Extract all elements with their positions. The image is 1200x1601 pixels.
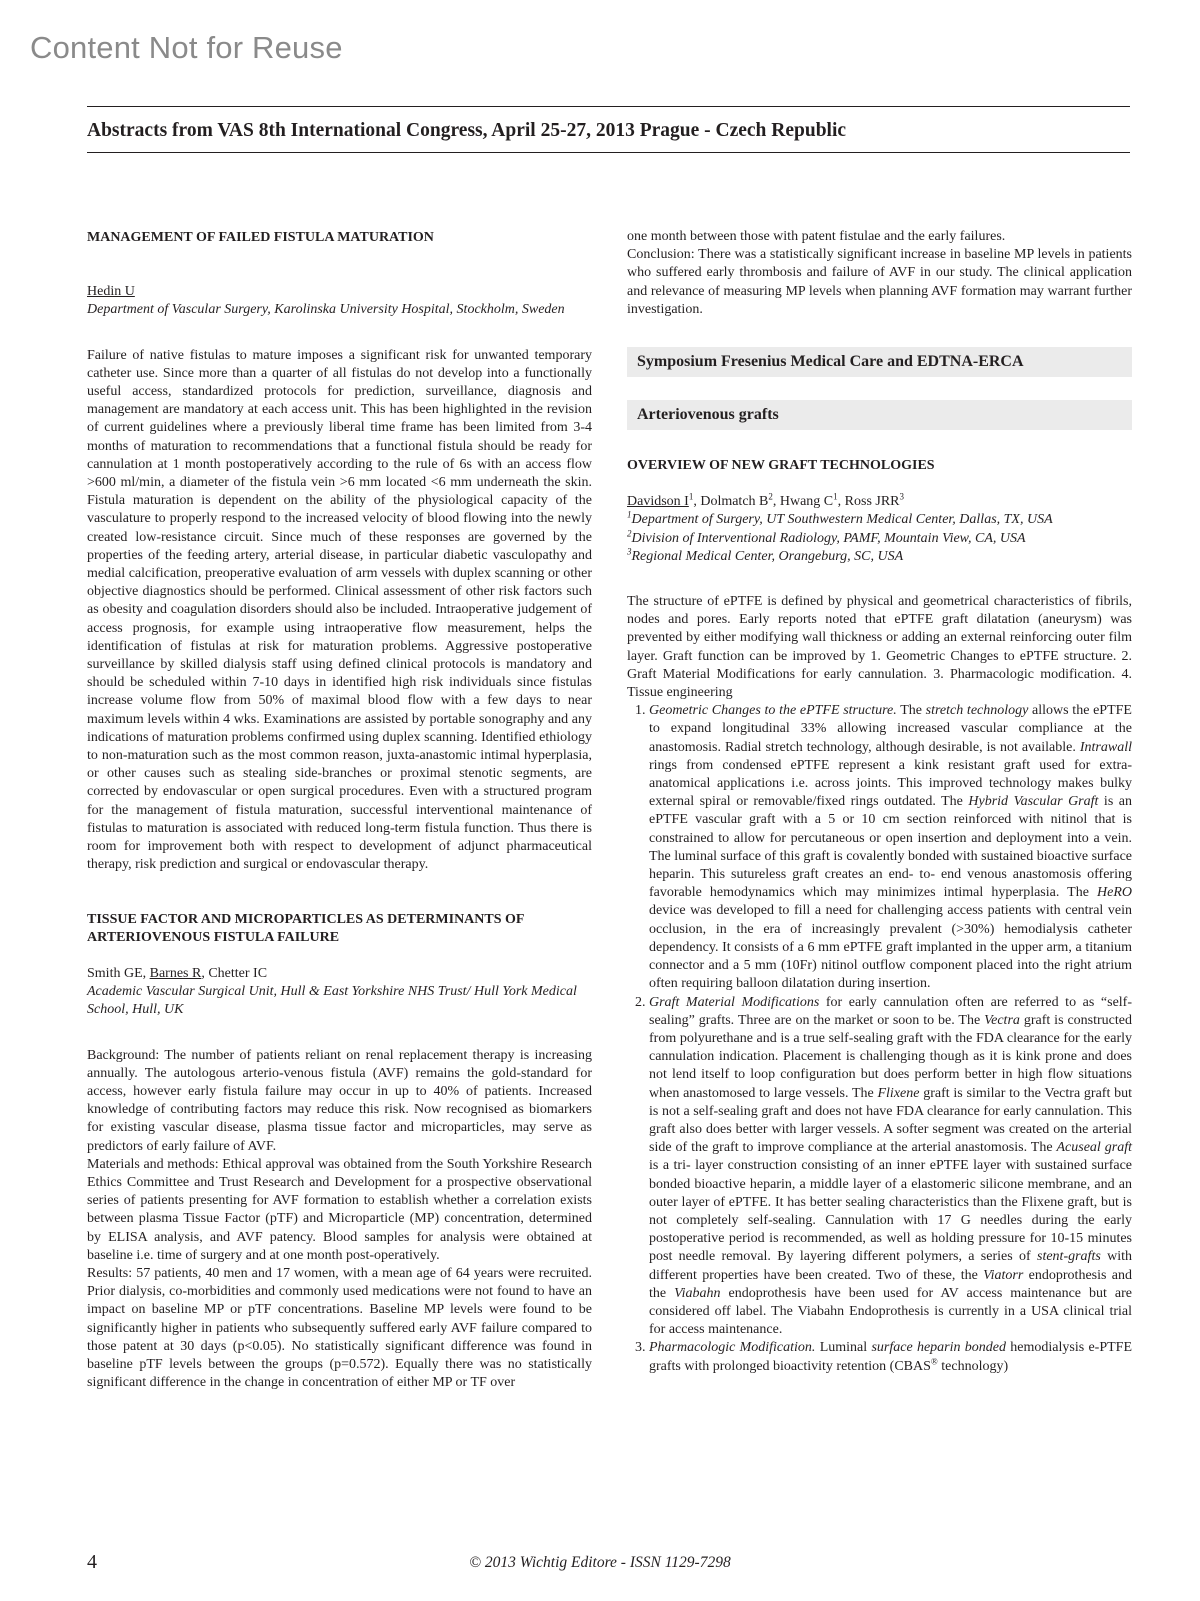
- abstract-methods: Materials and methods: Ethical approval was obtained from the South Yorkshire Research Ethics Committee and Trust Research and Development for a prospective observational series of patients presenting for AVF formation to establish whether a correlation exists between plasma Tissue Factor (pTF) and Microparticle (MP) concentration, determined by ELISA analysis, and AVF patency. Blood samples for analysis were obtained at baseline i.e. time of surgery and at one month post-operatively.: [87, 1156, 592, 1263]
- abstract-conclusion: Conclusion: There was a statistically significant increase in baseline MP levels in patients who suffered early thrombosis and failure of AVF in our study. The clinical application and relevance of measuring MP levels when planning AVF formation may warrant further investigation.: [627, 247, 1132, 317]
- presenting-author: Barnes R: [149, 965, 202, 981]
- page-number: 4: [87, 1551, 97, 1573]
- abstract-title: MANAGEMENT OF FAILED FISTULA MATURATION: [87, 230, 434, 245]
- list-item: 3. Pharmacologic Modification. Luminal surface heparin bonded hemodialysis e-PTFE grafts with prolonged bioactivity retention (CBAS® technology): [649, 1339, 1132, 1375]
- abstract-authors: Davidson $I^1$, Dolmatch $B^2$, Hwang $C^1$, Ross JRR$^3$: [627, 491, 905, 510]
- abstract-body: Failure of native fistulas to mature imposes a significant risk for unwanted temporary catheter use. Since more than a quarter of all fistulas do not develop into a functionally useful access, standardized protocols for prediction, surveillance, diagnosis and management are mandatory at each access unit. This has been highlighted in the revision of current guidelines where a previously liberal time frame has been limited from 3-4 months of maturation to recommendations that a functional fistula should be ready for cannulation at 1 month postoperatively according to the rule of 6s with an access flow >600 ml/min, a diameter of the fistula vein >6 mm located <6 mm underneath the skin. Fistula maturation is dependent on the ability of the physiological capacity of the vasculature to properly respond to the increased velocity of blood flowing into the newly created low-resistance circuit. Since much of these responses are governed by the properties of the feeding artery, arterial disease, in particular diabetic vasculopathy and medial calcification, preoperative evaluation of arm vessels with duplex scanning or other objective diagnostics should be performed. Clinical assessment of other risk factors such as obesity and coagulation disorders should also be included. Intraoperative judgement of access prognosis, for example using intraoperative flow measurement, helps the identification of fistulas at risk for maturation problems. Aggressive postoperative surveillance by skilled dialysis staff using defined clinical protocols is mandatory and should be scheduled within 7-10 days in identified high risk individuals since fistulas increase volume flow from 50% of maximal blood flow with a few days to near maximum levels within 4 wks. Examinations are assisted by portable sonography and any indications of maturation problems confirmed using duplex scanning. Identified ethiology to non-maturation such as the most common reason, juxta-anastomic intimal hyperplasia, or other causes such as stealing side-branches or proximal stenotic segments, are corrected by endovascular or open surgical procedures. Even with a structured program for the management of fistula maturation, successful interventional maintenance of fistulas to maturation is associated with reduced long-term fistula function. Thus there is room for improvement both with respect to development of adjunct pharmaceutical therapy, risk prediction and surgical or endovascular therapy.: [87, 347, 592, 873]
- abstract-title: OVERVIEW OF NEW GRAFT TECHNOLOGIES: [627, 458, 935, 474]
- graft-technology-list: [627, 702, 1132, 1376]
- abstract-title: TISSUE FACTOR AND MICROPARTICLES AS DETERMINANTS OF ARTERIOVENOUS FISTULA FAILURE: [87, 911, 524, 945]
- abstract-authors: Smith GE, Barnes R, Chetter IC: [87, 965, 268, 981]
- abstract-affiliation: $^2$Division of Interventional Radiology, PAMF, Mountain View, CA, USA: [627, 527, 1026, 546]
- right-column: [627, 228, 1132, 1376]
- list-item: 1. Geometric Changes to the ePTFE structure. The stretch technology allows the ePTFE to expand longitudinal 33% allowing increased vascular compliance at the anastomosis. Radial stretch technology, although desirable, is not available. Intrawall rings from condensed ePTFE represent a kink resistant graft used for extra-anatomical applications i.e. across joints. This improved technology makes bulky external spiral or removable/fixed rings outdated. The Hybrid Vascular Graft is an ePTFE vascular graft with a 5 or 10 cm section reinforced with nitinol that is constrained to allow for percutaneous or open insertion and deployment into a vein. The luminal surface of this graft is covalently bonded with sustained bioactive surface heparin. This sutureless graft creates an end- to- end venous anastomosis offering favorable hemodynamics which may minimizes intimal hyperplasia. The HeRO device was developed to fill a need for challenging access patients with central vein occlusion, in the era of increasingly prevalent (>30%) hemodialysis catheter dependency. It consists of a 6 mm ePTFE graft implanted in the upper arm, a titanium connector and a 5 mm (10Fr) nitinol outflow component placed into the right atrium often requiring balloon dilatation during insertion.: [649, 702, 1132, 993]
- watermark: Content Not for Reuse: [30, 30, 343, 65]
- abstract-background: Background: The number of patients reliant on renal replacement therapy is increasing annually. The autologous arterio-venous fistula (AVF) remains the gold-standard for access, however early fistula failure may occur in up to 40% of patients. Increased knowledge of contributing factors may reduce this risk. Now recognised as biomarkers for existing vascular disease, plasma tissue factor and microparticles, may serve as predictors of early failure of AVF.: [87, 1047, 592, 1154]
- results-continuation: one month between those with patent fistulae and the early failures.: [627, 229, 1006, 244]
- presenting-author: Davidson I: [627, 494, 689, 510]
- abstract-authors: [87, 283, 592, 301]
- section-heading-symposium: Symposium Fresenius Medical Care and EDTNA-ERCA: [627, 347, 1132, 377]
- header-rule-bottom: [87, 152, 1130, 153]
- copyright-footer: © 2013 Wichtig Editore - ISSN 1129-7298: [469, 1554, 731, 1571]
- page-header-title: Abstracts from VAS 8th International Congress, April 25-27, 2013 Prague - Czech Republic: [87, 120, 847, 141]
- abstract-affiliation: Department of Vascular Surgery, Karolinska University Hospital, Stockholm, Sweden: [87, 302, 565, 318]
- abstract-affiliation: $^3$Regional Medical Center, Orangeburg, SC, USA: [627, 546, 904, 564]
- abstract-affiliation: $^1$Department of Surgery, UT Southwestern Medical Center, Dallas, TX, USA: [627, 509, 1053, 528]
- section-heading-grafts: Arteriovenous grafts: [627, 400, 1132, 430]
- abstract-results: Results: 57 patients, 40 men and 17 women, with a mean age of 64 years were recruited. Prior dialysis, co-morbidities and commonly used medications were not found to have an impact on baseline MP or pTF concentrations. Baseline MP levels were found to be significantly higher in patients who subsequently suffered early AVF failure compared to those patent at 30 days (p<0.05). No statistically significant difference was found in baseline pTF levels between the groups (p=0.572). Equally there was no statistically significant difference in the change in concentration of either MP or TF over: [87, 1265, 592, 1391]
- header-rule-top: [87, 106, 1130, 107]
- abstract-affiliation: Academic Vascular Surgical Unit, Hull & East Yorkshire NHS Trust/ Hull York Medical School, Hull, UK: [87, 984, 577, 1018]
- left-column: [87, 229, 592, 1392]
- presenting-author: Hedin U: [87, 284, 135, 300]
- abstract-intro: The structure of ePTFE is defined by physical and geometrical characteristics of fibrils, nodes and pores. Early reports noted that ePTFE graft dilatation (aneurysm) was prevented by either modifying wall thickness or adding an external reinforcing outer film layer. Graft function can be improved by 1. Geometric Changes to ePTFE structure. 2. Graft Material Modifications for early cannulation. 3. Pharmacologic modification. 4. Tissue engineering: [627, 594, 1132, 701]
- list-item: 2. Graft Material Modifications for early cannulation often are referred to as “self-sealing” grafts. Three are on the market or soon to be. The Vectra graft is constructed from polyurethane and is a true self-sealing graft with the FDA clearance for the early cannulation indication. Placement is challenging though as it is kink prone and does not lend itself to loop configuration but does perform better in high flow situations when anastomosed to large vessels. The Flixene graft is similar to the Vectra graft but is not a self-sealing graft and does not have FDA clearance for early cannulation. This graft also does better with larger vessels. A softer segment was created on the arterial side of the graft to improve compliance at the arterial anastomosis. The Acuseal graft is a tri- layer construction consisting of an inner ePTFE layer with sustained surface bonded bioactive heparin, a middle layer of a elastomeric silicone membrane, and an outer layer of ePTFE. It has better sealing characteristics than the Flixene graft, but is not completely self-sealing. Cannulation with 17 G needles during the early postoperative period is recommended, as well as holding pressure for 10-15 minutes post needle removal. By layering different polymers, a series of stent-grafts with different properties have been created. Two of these, the Viatorr endoprothesis and the Viabahn endoprothesis have been used for AV access maintenance but are considered off label. The Viabahn Endoprothesis is currently in a USA clinical trial for access maintenance.: [649, 994, 1132, 1340]
